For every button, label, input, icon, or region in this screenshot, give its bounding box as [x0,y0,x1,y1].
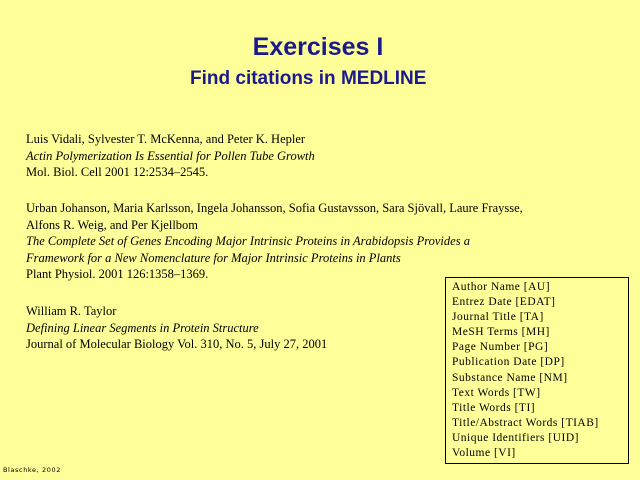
citation-title: Actin Polymerization Is Essential for Pollen Tube Growth [26,148,315,163]
search-field-item: Title Words [TI] [452,401,536,414]
search-field-item: Page Number [PG] [452,341,549,354]
citation-source: Journal of Molecular Biology Vol. 310, No. 5, July 27, 2001 [26,337,328,351]
search-field-item: Volume [VI] [452,447,516,460]
citation-authors: Alfons R. Weig, and Per Kjellbom [26,217,199,232]
citation-title: Framework for a New Nomenclature for Major Intrinsic Proteins in Plants [26,250,401,265]
slide-subtitle: Find citations in MEDLINE [190,68,427,89]
citation-source: Mol. Biol. Cell 2001 12:2534–2545. [26,165,209,179]
search-field-item: Title/Abstract Words [TIAB] [452,416,599,429]
citation-authors: Luis Vidali, Sylvester T. McKenna, and Peter K. Hepler [26,132,306,146]
search-field-item: Unique Identifiers [UID] [452,431,579,444]
search-field-item: Publication Date [DP] [452,356,565,369]
citation-2 [26,200,523,283]
search-field-item: MeSH Terms [MH] [452,326,550,339]
search-field-item: Entrez Date [EDAT] [452,296,556,309]
slide-title: Exercises I [252,33,384,61]
citation-title: The Complete Set of Genes Encoding Major Intrinsic Proteins in Arabidopsis Provides a [26,234,470,248]
search-fields-box [445,277,629,464]
search-field-item: Substance Name [NM] [452,371,568,384]
search-field-item: Journal Title [TA] [452,311,544,324]
search-field-item: Text Words [TW] [452,386,541,399]
citation-authors: William R. Taylor [26,304,117,318]
citation-authors: Urban Johanson, Maria Karlsson, Ingela Johansson, Sofia Gustavsson, Sara Sjövall, Laure Fraysse, [26,201,523,215]
citation-1 [26,131,315,181]
citation-source: Plant Physiol. 2001 126:1358–1369. [26,267,209,281]
citation-3 [26,303,327,353]
search-field-item: Author Name [AU] [452,281,551,293]
citation-title: Defining Linear Segments in Protein Structure [26,320,259,335]
footer-credit: Blaschke, 2002 [3,466,61,474]
